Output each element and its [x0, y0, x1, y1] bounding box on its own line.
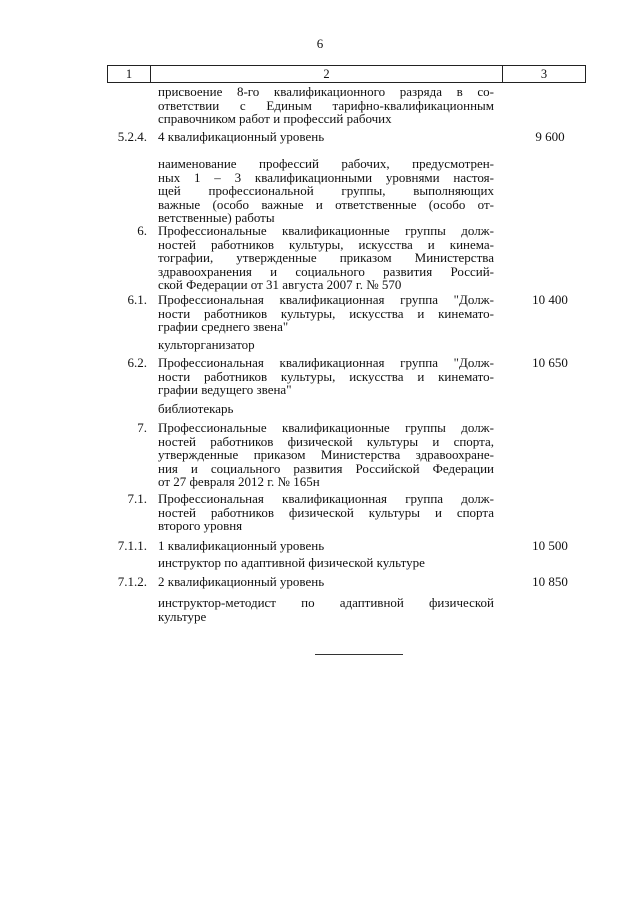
row-text-line: Профессиональная квалификационная группа "Долж- [158, 292, 494, 307]
row-text-line: здравоохранения и социального развития Россий- [158, 263, 494, 279]
row-text-line: от 27 февраля 2012 г. № 165н [158, 474, 320, 489]
end-rule [315, 654, 403, 655]
row-text [158, 596, 494, 623]
row-text [158, 85, 494, 126]
row-text-line: графии ведущего звена" [158, 382, 292, 397]
row-text [158, 556, 494, 570]
row-text-line: присвоение 8-го квалификационного разряда в со- [158, 84, 494, 99]
row-text-line: 2 квалификационный уровень [158, 574, 325, 589]
row-text-line: второго уровня [158, 518, 243, 533]
row-text [158, 293, 494, 334]
row-text-line: ния и социального развития Российской Федерации [158, 460, 494, 476]
row-number: 7.1. [127, 491, 147, 506]
table-header-col-1: 1 [108, 66, 151, 82]
row-text-line: инструктор по адаптивной физической культуре [158, 555, 425, 570]
row-number: 7.1.1. [117, 538, 147, 553]
row-text-line: ответствии с Единым тарифно-квалификационным [158, 97, 494, 113]
row-text-line: ных 1 – 3 квалификационными уровнями настоя- [158, 169, 494, 185]
row-number: 6.2. [127, 355, 147, 370]
row-text [158, 356, 494, 397]
row-text [158, 575, 494, 589]
table-header-col-3: 3 [540, 66, 548, 81]
row-value: 10 400 [532, 292, 568, 307]
row-number: 7. [137, 420, 147, 435]
row-text-line: ности работников культуры, искусства и кинемато- [158, 305, 494, 321]
row-text-line: ветственные) работы [158, 210, 275, 225]
row-number: 6.1. [127, 292, 147, 307]
row-text-line: графии среднего звена" [158, 319, 289, 334]
row-text-line: тографии, утвержденные приказом Министерства [158, 250, 494, 265]
row-text [158, 130, 494, 144]
row-text-line: ностей работников культуры, искусства и кинема- [158, 236, 494, 252]
row-number: 6. [137, 223, 147, 238]
row-text-line: ской Федерации от 31 августа 2007 г. № 570 [158, 277, 402, 292]
row-value: 9 600 [535, 129, 565, 144]
row-number: 5.2.4. [117, 129, 147, 144]
row-text [158, 539, 494, 553]
row-text-line: справочником работ и профессий рабочих [158, 111, 392, 126]
row-text-line: инструктор-методист по адаптивной физической [158, 595, 494, 610]
row-text-line: щей профессиональной группы, выполняющих [158, 183, 494, 198]
row-text [158, 338, 494, 352]
row-text [158, 157, 494, 225]
row-value: 10 850 [532, 574, 568, 589]
row-text-line: культорганизатор [158, 337, 255, 352]
row-text-line: ностей работников физической культуры и спорта, [158, 433, 494, 449]
row-text [158, 421, 494, 489]
row-number: 7.1.2. [117, 574, 147, 589]
row-text-line: Профессиональные квалификационные группы долж- [158, 420, 494, 435]
row-text-line: 4 квалификационный уровень [158, 129, 325, 144]
table-header-col-2: 2 [151, 66, 503, 82]
row-text-line: Профессиональная квалификационная группа "Долж- [158, 355, 494, 370]
page-number: 6 [316, 36, 324, 51]
row-text [158, 492, 494, 533]
row-text-line: Профессиональные квалификационные группы долж- [158, 223, 494, 238]
row-text-line: наименование профессий рабочих, предусмотрен- [158, 156, 494, 171]
row-value: 10 650 [532, 355, 568, 370]
row-text-line: культуре [158, 608, 207, 624]
row-text-line: ности работников культуры, искусства и кинемато- [158, 368, 494, 384]
row-text-line: 1 квалификационный уровень [158, 538, 325, 553]
row-text [158, 402, 494, 416]
row-text-line: ностей работников физической культуры и спорта [158, 504, 494, 520]
row-text [158, 224, 494, 292]
row-value: 10 500 [532, 538, 568, 553]
row-text-line: важные (особо важные и ответственные (особо от- [158, 196, 494, 212]
row-text-line: библиотекарь [158, 401, 234, 416]
row-text-line: Профессиональная квалификационная группа долж- [158, 491, 494, 506]
table-header [107, 65, 586, 83]
row-text-line: утвержденные приказом Министерства здравоохране- [158, 447, 494, 462]
